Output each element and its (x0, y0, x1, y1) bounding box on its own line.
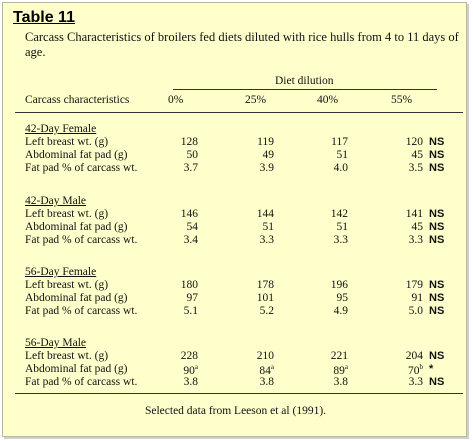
table-cell: 70$^b$ (408, 363, 423, 377)
table-cell: 49 (262, 149, 274, 161)
section-title: 42-Day Male (25, 195, 86, 207)
superscript: a (344, 363, 348, 371)
table-cell: 51 (336, 221, 348, 233)
row-label: Fat pad % of carcass wt. (25, 376, 138, 388)
table-cell: 3.4 (183, 234, 198, 246)
row-label: Fat pad % of carcass wt. (25, 305, 138, 317)
table-cell: 3.3 (408, 234, 423, 246)
table-cell: 141 (405, 208, 423, 220)
significance-mark: NS (429, 221, 445, 233)
significance-mark: NS (429, 292, 445, 304)
table-cell: 45 (411, 221, 423, 233)
table-cell: 51 (336, 149, 348, 161)
superscript: a (194, 363, 198, 371)
row-label: Left breast wt. (g) (25, 208, 109, 220)
table-cell: 5.2 (259, 305, 274, 317)
table-cell: 90$^a$ (183, 363, 198, 377)
table-cell: 4.0 (333, 162, 348, 174)
table-cell: 3.3 (259, 234, 274, 246)
col-header-2: 40% (317, 94, 339, 106)
row-label: Abdominal fat pad (g) (25, 363, 128, 375)
table-cell: 51 (262, 221, 274, 233)
significance-mark: NS (429, 149, 445, 161)
table-cell: 120 (405, 136, 423, 148)
row-label: Abdominal fat pad (g) (25, 292, 128, 304)
table-cell: 196 (330, 279, 348, 291)
table-cell: 45 (411, 149, 423, 161)
diet-dilution-header: Diet dilution (275, 75, 334, 87)
table-cell: 119 (257, 136, 274, 148)
source-note: Selected data from Leeson et al (1991). (144, 405, 327, 417)
section-title: 56-Day Female (25, 266, 97, 278)
table-cell: 3.8 (333, 376, 348, 388)
row-label: Left breast wt. (g) (25, 136, 109, 148)
table-cell: 228 (180, 350, 198, 362)
section-title: 42-Day Female (25, 123, 97, 135)
table-cell: 5.0 (408, 305, 423, 317)
bottom-rule (15, 393, 463, 394)
table-title: Table 11 (13, 9, 75, 26)
row-label: Fat pad % of carcass wt. (25, 162, 138, 174)
table-cell: 179 (405, 279, 423, 291)
table-caption: Carcass Characteristics of broilers fed diets diluted with rice hulls from 4 to 11 days of age. (25, 30, 459, 59)
col-header-0: 0% (168, 94, 184, 106)
significance-mark: NS (429, 162, 445, 174)
significance-mark: NS (429, 279, 445, 291)
table-cell: 3.8 (259, 376, 274, 388)
superscript: b (419, 363, 423, 371)
col-header-3: 55% (391, 94, 413, 106)
significance-mark: NS (429, 234, 445, 246)
table-cell: 95 (336, 292, 348, 304)
significance-mark: NS (429, 305, 445, 317)
row-label: Left breast wt. (g) (25, 279, 109, 291)
row-label: Fat pad % of carcass wt. (25, 234, 138, 246)
section-title: 56-Day Male (25, 337, 86, 349)
table-cell: 146 (180, 208, 198, 220)
significance-mark: NS (429, 208, 445, 220)
table-cell: 3.8 (183, 376, 198, 388)
table-cell: 221 (330, 350, 348, 362)
table-cell: 84$^a$ (259, 363, 274, 377)
significance-mark: NS (429, 376, 445, 388)
table-cell: 117 (331, 136, 348, 148)
superscript: a (270, 363, 274, 371)
col-header-1: 25% (245, 94, 267, 106)
table-cell: 91 (411, 292, 423, 304)
table-panel (2, 2, 467, 437)
table-cell: 3.3 (408, 376, 423, 388)
table-cell: 178 (256, 279, 274, 291)
table-cell: 4.9 (333, 305, 348, 317)
row-label: Left breast wt. (g) (25, 350, 109, 362)
table-cell: 128 (180, 136, 198, 148)
table-cell: 3.7 (183, 162, 198, 174)
table-cell: 97 (186, 292, 198, 304)
table-cell: 142 (330, 208, 348, 220)
table-cell: 50 (186, 149, 198, 161)
row-header: Carcass characteristics (25, 94, 130, 106)
significance-mark: NS (429, 136, 445, 148)
table-cell: 3.9 (259, 162, 274, 174)
significance-mark: * (429, 363, 434, 375)
header-rule (173, 89, 437, 90)
table-cell: 101 (256, 292, 274, 304)
row-label: Abdominal fat pad (g) (25, 221, 128, 233)
table-cell: 144 (256, 208, 274, 220)
row-label: Abdominal fat pad (g) (25, 149, 128, 161)
table-cell: 54 (186, 221, 198, 233)
table-cell: 204 (405, 350, 423, 362)
table-cell: 210 (256, 350, 274, 362)
table-cell: 5.1 (183, 305, 198, 317)
significance-mark: NS (429, 350, 445, 362)
top-rule (15, 112, 463, 113)
table-cell: 89$^a$ (333, 363, 348, 377)
table-cell: 3.3 (333, 234, 348, 246)
table-cell: 180 (180, 279, 198, 291)
table-cell: 3.5 (408, 162, 423, 174)
